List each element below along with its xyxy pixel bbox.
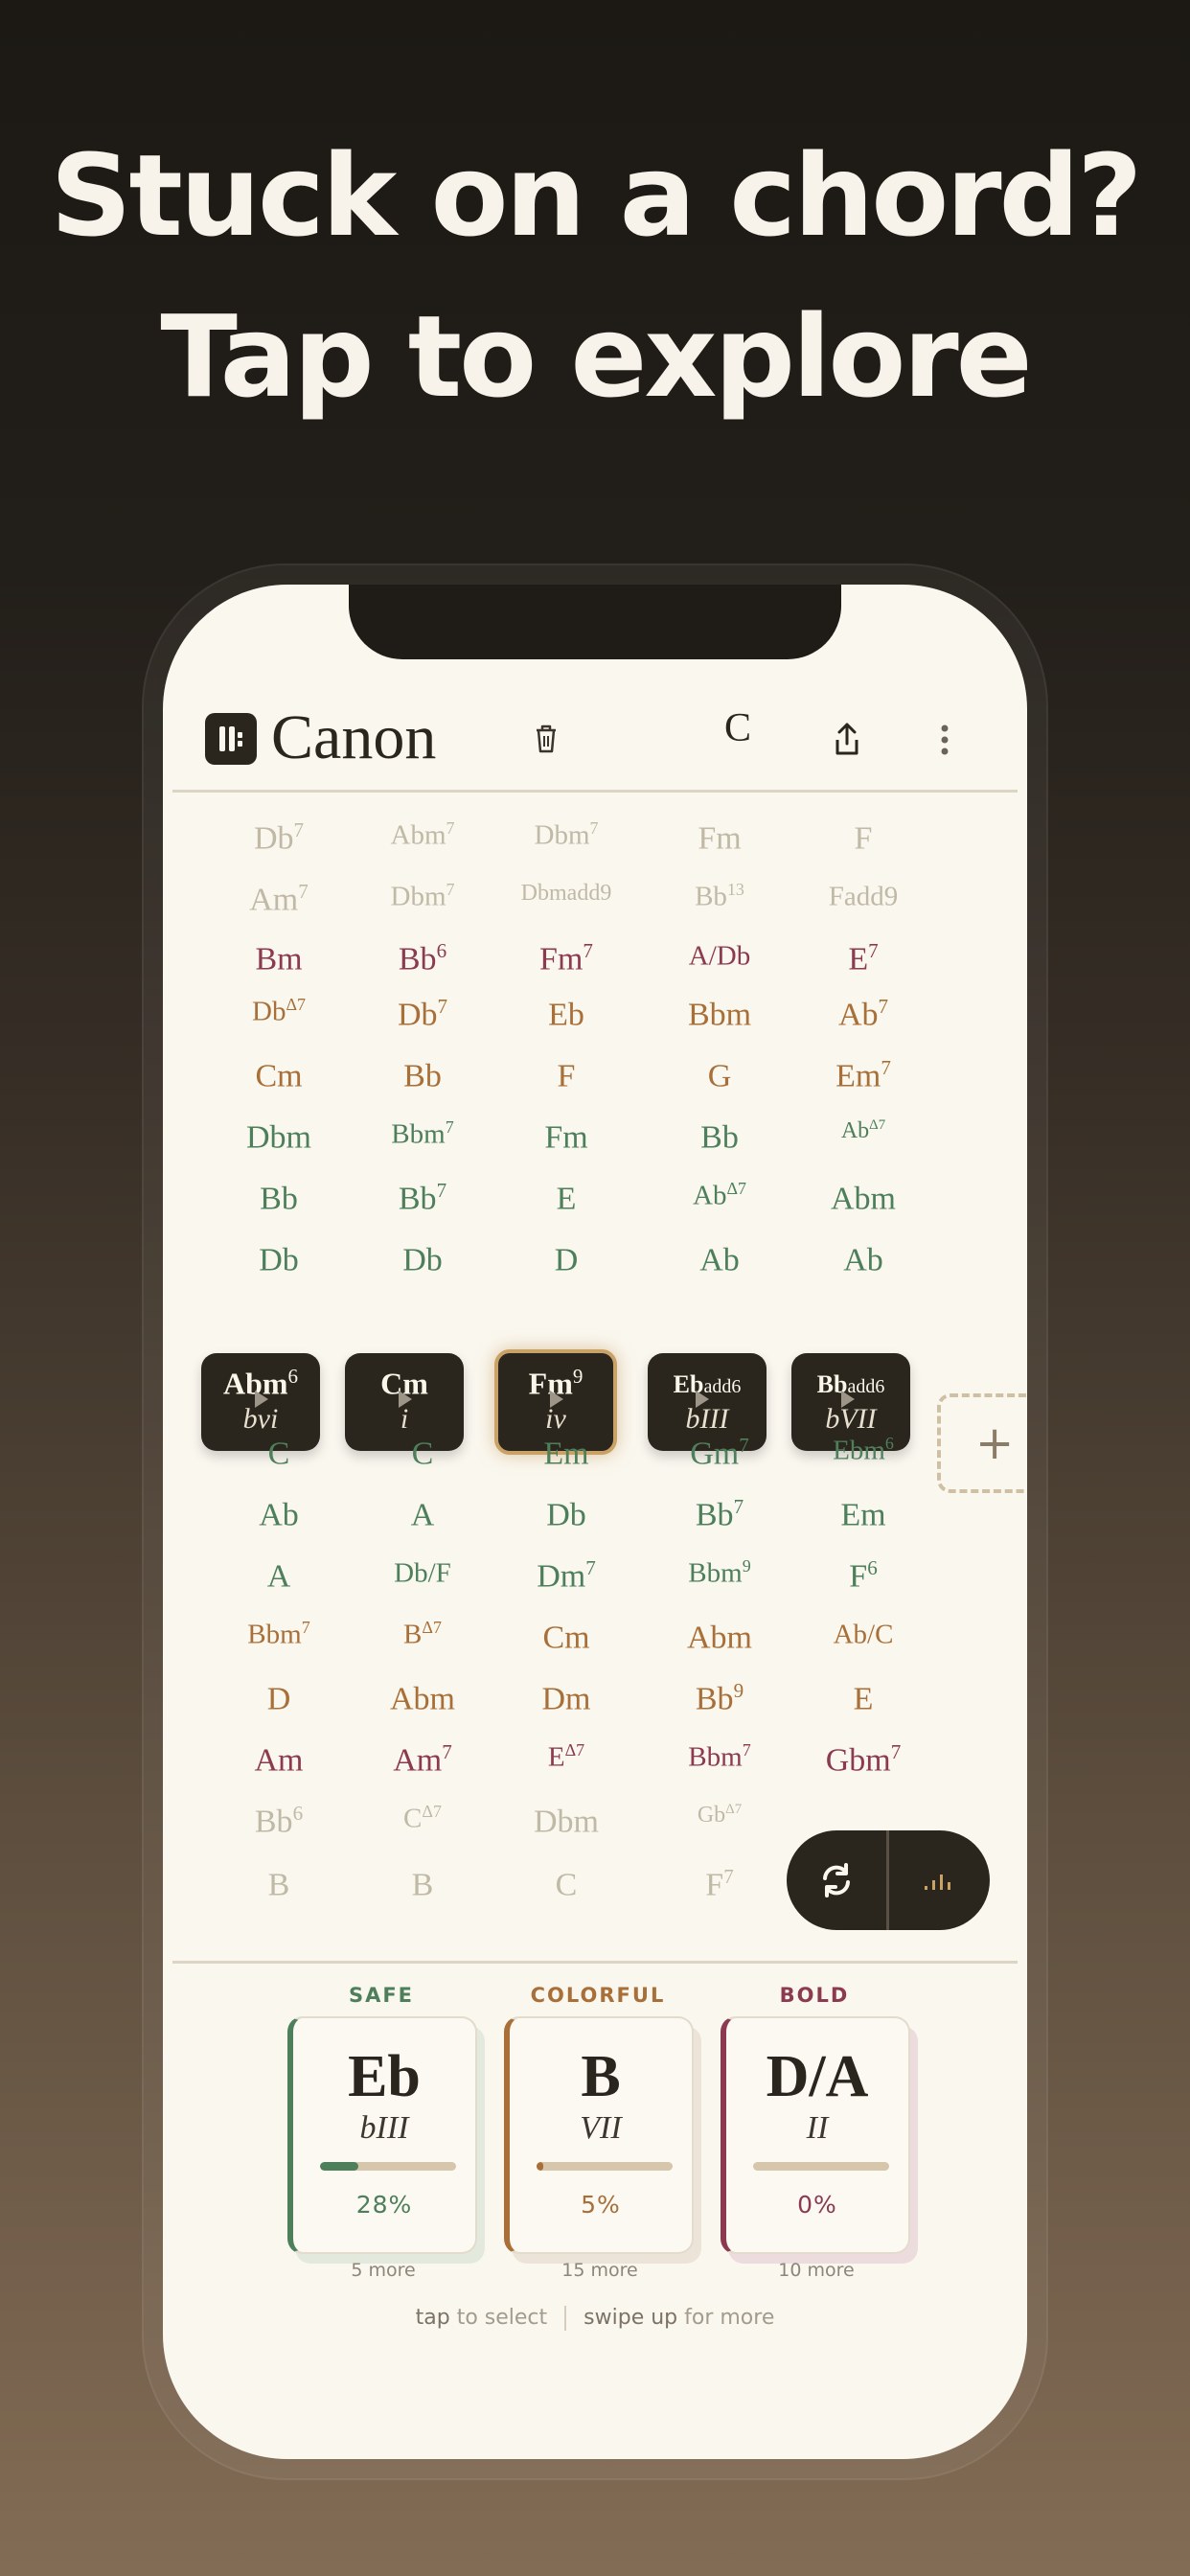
chord-root: Bb: [695, 1681, 734, 1717]
chord-root: Ab: [843, 1242, 883, 1278]
chord-root: Abm: [831, 1181, 896, 1217]
progression-roman-numeral: iv: [545, 1403, 566, 1435]
chord-option[interactable]: [791, 1556, 935, 1595]
chord-extension: 7: [436, 1179, 447, 1202]
chord-option[interactable]: [207, 1495, 351, 1533]
chord-extension: Δ7: [422, 1802, 442, 1821]
chord-option[interactable]: [791, 1434, 935, 1467]
chord-option[interactable]: [494, 1865, 638, 1903]
chord-extension: 6: [292, 1802, 304, 1825]
suggestion-more-count[interactable]: 5 more: [351, 2260, 416, 2281]
chord-root: Bb: [695, 1497, 734, 1533]
progression-chord-extension: 9: [572, 1365, 584, 1388]
chord-root: Db: [397, 997, 438, 1033]
chord-extension: 9: [733, 1679, 744, 1702]
chord-extension: 7: [301, 1618, 310, 1637]
app-logo-icon: [205, 713, 257, 765]
chord-root: C: [411, 1436, 434, 1472]
chord-option[interactable]: [791, 818, 935, 857]
suggestion-chord-name: D/A: [766, 2044, 869, 2109]
chord-option[interactable]: [648, 1556, 791, 1590]
chord-extension: 7: [868, 939, 879, 962]
chord-option[interactable]: [494, 1802, 638, 1840]
chord-root: A: [410, 1497, 435, 1533]
chord-extension: 7: [293, 818, 305, 841]
chord-option[interactable]: [207, 1618, 351, 1651]
chord-option[interactable]: [351, 1802, 494, 1835]
chord-root: Fm: [544, 1119, 588, 1156]
chord-root: Fadd9: [828, 881, 899, 912]
chord-option[interactable]: [648, 1740, 791, 1774]
chord-root: Cm: [255, 1058, 303, 1094]
chord-extension: Δ7: [869, 1117, 886, 1133]
progression-chord-root: Eb: [673, 1370, 704, 1398]
chord-extension: 7: [742, 1740, 751, 1760]
chord-extension: Δ7: [726, 1179, 746, 1198]
chord-root: Fm: [539, 941, 584, 978]
chord-root: C: [403, 1803, 423, 1834]
app-title: Canon: [271, 702, 437, 772]
progression-chord-root: Abm: [222, 1366, 288, 1401]
chord-extension: 7: [585, 1556, 596, 1579]
chord-root: Abm: [390, 819, 446, 851]
chord-root: F: [849, 1558, 868, 1595]
chord-root: Db: [252, 996, 286, 1027]
chord-option[interactable]: [207, 1434, 351, 1472]
levels-icon[interactable]: [911, 1855, 961, 1905]
chord-extension: 7: [733, 1495, 744, 1518]
chord-option[interactable]: [791, 1740, 935, 1779]
chord-option[interactable]: [791, 1495, 935, 1533]
chord-extension: 7: [739, 1434, 749, 1457]
chord-option[interactable]: [351, 1618, 494, 1651]
chord-option[interactable]: [207, 1802, 351, 1840]
progression-chord-extension: add6: [847, 1376, 885, 1397]
chord-option[interactable]: [494, 1679, 638, 1717]
chord-option[interactable]: [207, 1556, 351, 1595]
chord-option[interactable]: [494, 1618, 638, 1656]
chord-root: Db: [546, 1497, 586, 1533]
chord-root: Db: [253, 820, 294, 857]
chord-root: Bbm: [391, 1118, 446, 1150]
chord-option[interactable]: [494, 1117, 638, 1156]
suggestion-card[interactable]: [721, 2016, 910, 2254]
progression-roman-numeral: bVII: [825, 1403, 877, 1435]
add-icon: +: [975, 1416, 1015, 1470]
chord-option[interactable]: [351, 1179, 494, 1217]
chord-extension: 7: [583, 939, 593, 962]
chord-root: E: [547, 1741, 565, 1773]
progression-chord-root: Fm: [528, 1366, 573, 1401]
chord-root: Em: [543, 1436, 589, 1472]
chord-root: Ab: [699, 1242, 740, 1278]
add-chord-slot[interactable]: [937, 1393, 1027, 1493]
chord-option[interactable]: [648, 1802, 791, 1828]
gesture-hint: [163, 2306, 1027, 2331]
chord-root: Abm: [687, 1620, 752, 1656]
phone-screen: [163, 585, 1027, 2459]
chord-option[interactable]: [207, 880, 351, 918]
chord-option[interactable]: [648, 1434, 791, 1472]
chord-option[interactable]: [207, 1865, 351, 1903]
chord-option[interactable]: [351, 818, 494, 852]
chord-option[interactable]: [791, 1618, 935, 1651]
suggestion-probability-bar: [753, 2162, 889, 2171]
chord-option[interactable]: [494, 1240, 638, 1278]
key-selector[interactable]: C: [723, 706, 751, 750]
chord-root: Abm: [390, 1681, 455, 1717]
play-marker-icon: [255, 1391, 268, 1408]
hint-swipe-word: swipe up: [584, 2306, 678, 2330]
chord-root: B: [411, 1867, 434, 1903]
suggestion-category-label: BOLD: [779, 1984, 850, 2007]
suggestion-percent: 0%: [797, 2191, 837, 2219]
chord-root: Eb: [548, 997, 584, 1033]
progression-chord-extension: 6: [287, 1365, 299, 1388]
chord-grid: [163, 795, 1027, 1965]
chord-option[interactable]: [207, 1056, 351, 1094]
chord-root: Dbm: [390, 881, 446, 912]
fab-separator: [886, 1830, 889, 1930]
chord-root: Ab: [840, 1118, 870, 1143]
chord-option[interactable]: [351, 1117, 494, 1151]
chord-extension: 6: [436, 939, 447, 962]
chord-root: B: [403, 1619, 423, 1650]
chord-option[interactable]: [648, 1618, 791, 1656]
chord-root: C: [267, 1436, 290, 1472]
chord-option[interactable]: [351, 1865, 494, 1903]
chord-option[interactable]: [351, 995, 494, 1033]
chord-root: Dbm: [246, 1119, 311, 1156]
phone-notch: [349, 585, 841, 659]
chord-option[interactable]: [791, 1179, 935, 1217]
chord-root: B: [267, 1867, 290, 1903]
chord-extension: 7: [878, 995, 889, 1018]
progression-chord-root: Cm: [380, 1366, 428, 1401]
chord-extension: 7: [723, 1865, 734, 1888]
suggestion-more-count[interactable]: 10 more: [778, 2260, 855, 2281]
chord-option[interactable]: [648, 1056, 791, 1094]
chord-option[interactable]: [648, 1865, 791, 1903]
chord-root: Gbm: [825, 1742, 891, 1779]
chord-option[interactable]: [351, 1495, 494, 1533]
chord-option[interactable]: [351, 1056, 494, 1094]
chord-option[interactable]: [648, 1679, 791, 1717]
chord-option[interactable]: [648, 1179, 791, 1212]
suggestion-percent: 28%: [355, 2191, 413, 2219]
chord-extension: 7: [437, 995, 448, 1018]
chord-root: Ab: [837, 997, 879, 1033]
chord-root: Bb: [695, 881, 727, 912]
headline: [0, 115, 1190, 437]
app-bar: [163, 700, 1027, 788]
headline-line-2: Tap to explore: [160, 290, 1030, 423]
chord-root: Ab/C: [833, 1619, 894, 1650]
chord-extension: 7: [442, 1740, 452, 1763]
chord-option[interactable]: [648, 1240, 791, 1278]
suggestion-more-count[interactable]: 15 more: [561, 2260, 638, 2281]
chord-extension: 7: [298, 880, 309, 903]
chord-option[interactable]: [494, 1556, 638, 1595]
chord-option[interactable]: [351, 939, 494, 978]
chord-root: Db: [402, 1242, 443, 1278]
chord-extension: Δ7: [286, 995, 306, 1014]
hint-swipe-rest: for more: [677, 2306, 775, 2330]
chord-root: Em: [840, 1497, 886, 1533]
chord-root: Fm: [698, 820, 742, 857]
chord-option[interactable]: [207, 1240, 351, 1278]
chord-root: Dbm: [534, 819, 590, 851]
chord-root: A: [266, 1558, 291, 1595]
chord-extension: 7: [881, 1056, 891, 1079]
suggestion-chord-name: Eb: [348, 2044, 421, 2109]
chord-option[interactable]: [207, 818, 351, 857]
chord-option[interactable]: [494, 995, 638, 1033]
chord-option[interactable]: [351, 1240, 494, 1278]
chord-option[interactable]: [791, 1240, 935, 1278]
chord-root: D: [554, 1242, 579, 1278]
progression-roman-numeral: bvi: [242, 1403, 279, 1435]
chord-root: F: [705, 1867, 724, 1903]
chord-option[interactable]: [207, 939, 351, 978]
chord-extension: 7: [446, 818, 455, 838]
chord-option[interactable]: [494, 939, 638, 978]
chord-root: E: [848, 941, 869, 978]
suggestion-card[interactable]: [287, 2016, 477, 2254]
chord-root: Bb: [700, 1119, 739, 1156]
chord-root: Db: [259, 1242, 299, 1278]
suggestion-probability-bar: [537, 2162, 673, 2171]
chord-root: Dbmadd9: [520, 881, 612, 906]
chord-root: Am: [393, 1742, 443, 1779]
suggestion-percent: 5%: [581, 2191, 621, 2219]
chord-option[interactable]: [207, 995, 351, 1028]
refresh-icon[interactable]: [810, 1853, 863, 1907]
chord-root: Cm: [542, 1620, 590, 1656]
chord-option[interactable]: [207, 1740, 351, 1779]
suggestion-probability-fill: [320, 2162, 358, 2171]
chord-root: Bm: [255, 941, 303, 978]
chord-option[interactable]: [791, 939, 935, 978]
chord-option[interactable]: [494, 1434, 638, 1472]
progression-chord-root: Bb: [816, 1370, 848, 1398]
chord-root: Dm: [537, 1558, 586, 1595]
progression-roman-numeral: bIII: [685, 1403, 729, 1435]
chord-extension: 7: [446, 880, 455, 899]
headline-line-1: Stuck on a chord?: [50, 129, 1140, 262]
chord-root: Ab: [693, 1180, 727, 1211]
chord-extension: 9: [742, 1556, 751, 1576]
chord-root: C: [555, 1867, 578, 1903]
chord-option[interactable]: [494, 1495, 638, 1533]
suggestions-divider: [172, 1961, 1018, 1964]
chord-root: D: [266, 1681, 291, 1717]
chord-root: Bb: [398, 941, 437, 978]
chord-root: Dbm: [534, 1804, 599, 1840]
chord-extension: 7: [589, 818, 599, 838]
chord-root: A/Db: [688, 940, 751, 972]
progression-roman-numeral: i: [400, 1403, 409, 1435]
chord-root: Db/F: [394, 1557, 451, 1589]
chord-extension: 6: [884, 1434, 894, 1453]
chord-option[interactable]: [494, 1179, 638, 1217]
suggestion-probability-bar: [320, 2162, 456, 2171]
chord-root: Gb: [697, 1803, 726, 1828]
chord-option[interactable]: [791, 1679, 935, 1717]
chord-root: Bbm: [688, 1557, 743, 1589]
chord-root: Am: [254, 1742, 304, 1779]
chord-root: Em: [835, 1058, 881, 1094]
suggestion-roman-numeral: II: [806, 2110, 829, 2146]
chord-option[interactable]: [791, 880, 935, 913]
suggestion-card[interactable]: [504, 2016, 694, 2254]
chord-extension: Δ7: [564, 1740, 585, 1760]
more-menu-icon[interactable]: [918, 713, 972, 767]
chord-root: G: [707, 1058, 732, 1094]
suggestion-roman-numeral: VII: [580, 2110, 622, 2146]
chord-option[interactable]: [207, 1117, 351, 1156]
play-marker-icon: [696, 1391, 709, 1408]
chord-option[interactable]: [207, 1679, 351, 1717]
suggestion-probability-fill: [537, 2162, 543, 2171]
chord-option[interactable]: [351, 1679, 494, 1717]
suggestion-category-label: COLORFUL: [530, 1984, 666, 2007]
chord-option[interactable]: [494, 880, 638, 907]
chord-root: Ab: [259, 1497, 299, 1533]
chord-option[interactable]: [351, 1740, 494, 1779]
chord-option[interactable]: [648, 1495, 791, 1533]
chord-option[interactable]: [791, 1056, 935, 1094]
chord-option[interactable]: [494, 818, 638, 852]
chord-root: Dm: [541, 1681, 591, 1717]
play-marker-icon: [841, 1391, 855, 1408]
chord-root: Bb: [260, 1181, 298, 1217]
chord-extension: Δ7: [725, 1802, 743, 1817]
hint-separator: [564, 2306, 566, 2331]
chord-option[interactable]: [351, 880, 494, 913]
chord-option[interactable]: [791, 1117, 935, 1144]
chord-root: Bbm: [688, 1741, 743, 1773]
suggestion-category-label: SAFE: [348, 1984, 415, 2007]
chord-root: Bb: [254, 1804, 293, 1840]
hint-tap-word: tap: [415, 2306, 450, 2330]
chord-root: Am: [249, 882, 299, 918]
chord-root: E: [853, 1681, 874, 1717]
chord-option[interactable]: [494, 1740, 638, 1774]
hint-tap-rest: to select: [449, 2306, 548, 2330]
chord-option[interactable]: [351, 1434, 494, 1472]
chord-root: Ebm: [833, 1435, 885, 1466]
chord-option[interactable]: [791, 995, 935, 1033]
suggestion-roman-numeral: bIII: [359, 2110, 409, 2146]
chord-root: F: [854, 820, 873, 857]
chord-extension: 6: [867, 1556, 878, 1579]
chord-root: Bbm: [687, 997, 752, 1033]
chord-extension: Δ7: [422, 1618, 442, 1637]
chord-root: E: [556, 1181, 577, 1217]
chord-option[interactable]: [351, 1556, 494, 1590]
play-marker-icon: [399, 1391, 412, 1408]
chord-option[interactable]: [648, 939, 791, 973]
chord-option[interactable]: [207, 1179, 351, 1217]
chord-option[interactable]: [648, 995, 791, 1033]
floating-action-bar: [787, 1830, 990, 1930]
chord-option[interactable]: [648, 880, 791, 913]
chord-root: Gm: [690, 1436, 740, 1472]
chord-root: Bbm: [247, 1619, 302, 1650]
chord-extension: 13: [726, 880, 744, 899]
chord-extension: 7: [890, 1740, 902, 1763]
progression-chord-extension: add6: [703, 1376, 742, 1397]
chord-root: F: [557, 1058, 576, 1094]
trash-icon[interactable]: [519, 713, 573, 767]
chord-root: Bb: [403, 1058, 442, 1094]
play-marker-icon: [550, 1391, 563, 1408]
chord-option[interactable]: [648, 818, 791, 857]
chord-option[interactable]: [648, 1117, 791, 1156]
suggestion-chord-name: B: [581, 2044, 621, 2109]
chord-root: Bb: [398, 1181, 437, 1217]
app-bar-divider: [172, 790, 1018, 793]
chord-option[interactable]: [494, 1056, 638, 1094]
chord-extension: 7: [445, 1117, 454, 1137]
share-icon[interactable]: [820, 713, 874, 767]
